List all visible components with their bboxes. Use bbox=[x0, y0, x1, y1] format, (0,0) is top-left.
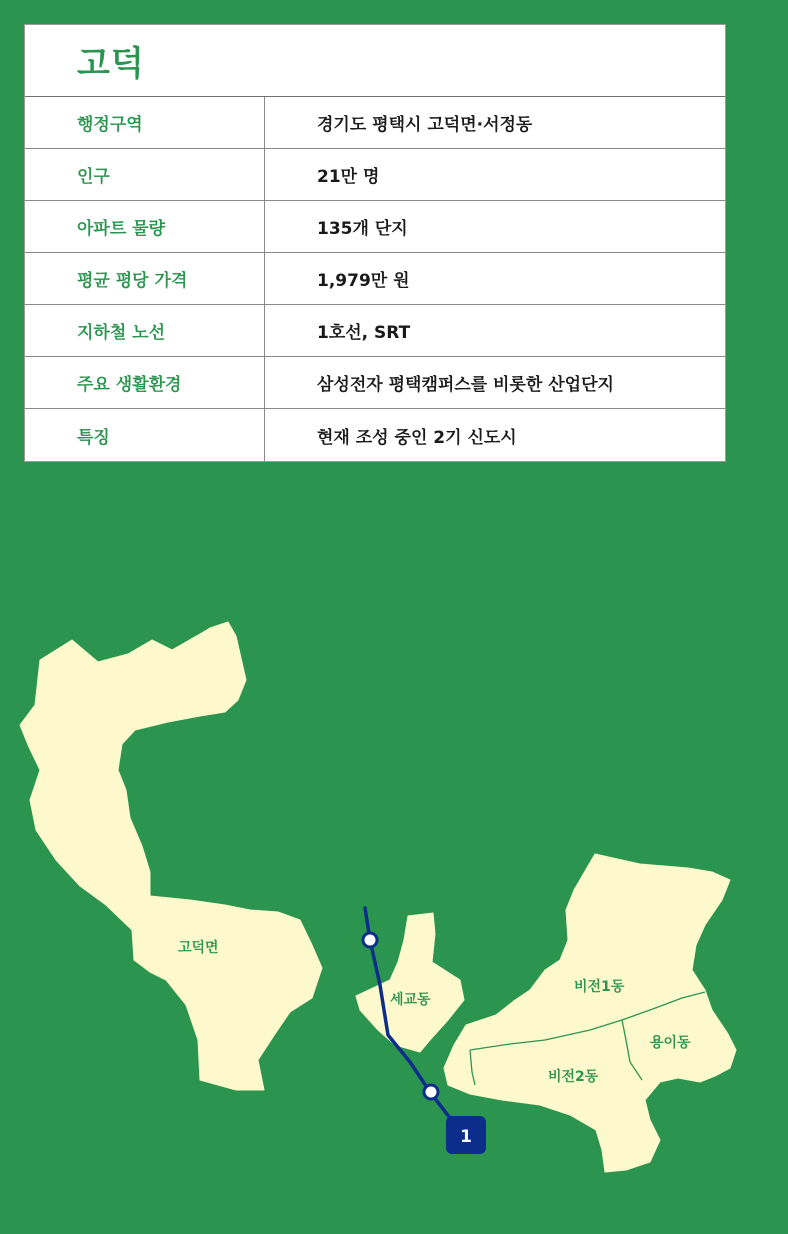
row-value: 21만 명 bbox=[317, 167, 380, 187]
row-value: 현재 조성 중인 2기 신도시 bbox=[317, 427, 517, 448]
region-label-segyo: 세교동 bbox=[390, 992, 431, 1008]
row-value: 경기도 평택시 고덕면·서정동 bbox=[317, 115, 533, 135]
station-marker bbox=[363, 933, 377, 947]
row-label: 아파트 물량 bbox=[25, 201, 265, 252]
row-label: 행정구역 bbox=[25, 97, 265, 148]
line-1-badge-label: 1 bbox=[460, 1127, 472, 1147]
table-title: 고덕 bbox=[77, 44, 145, 84]
row-label: 지하철 노선 bbox=[25, 305, 265, 356]
row-label: 주요 생활환경 bbox=[25, 357, 265, 408]
row-label: 인구 bbox=[25, 149, 265, 200]
row-value: 1호선, SRT bbox=[317, 323, 411, 343]
row-label: 특징 bbox=[25, 409, 265, 461]
station-marker bbox=[424, 1085, 438, 1099]
row-label: 평균 평당 가격 bbox=[25, 253, 265, 304]
row-value: 1,979만 원 bbox=[317, 271, 410, 291]
region-label-bijeon1: 비전1동 bbox=[574, 979, 625, 995]
region-bijeon bbox=[444, 854, 736, 1172]
row-value: 135개 단지 bbox=[317, 219, 408, 239]
region-godeok bbox=[20, 622, 322, 1090]
region-label-godeok: 고덕면 bbox=[178, 940, 219, 956]
row-value: 삼성전자 평택캠퍼스를 비롯한 산업단지 bbox=[317, 375, 614, 395]
region-label-bijeon2: 비전2동 bbox=[548, 1069, 599, 1085]
region-label-yongi: 용이동 bbox=[650, 1035, 691, 1051]
